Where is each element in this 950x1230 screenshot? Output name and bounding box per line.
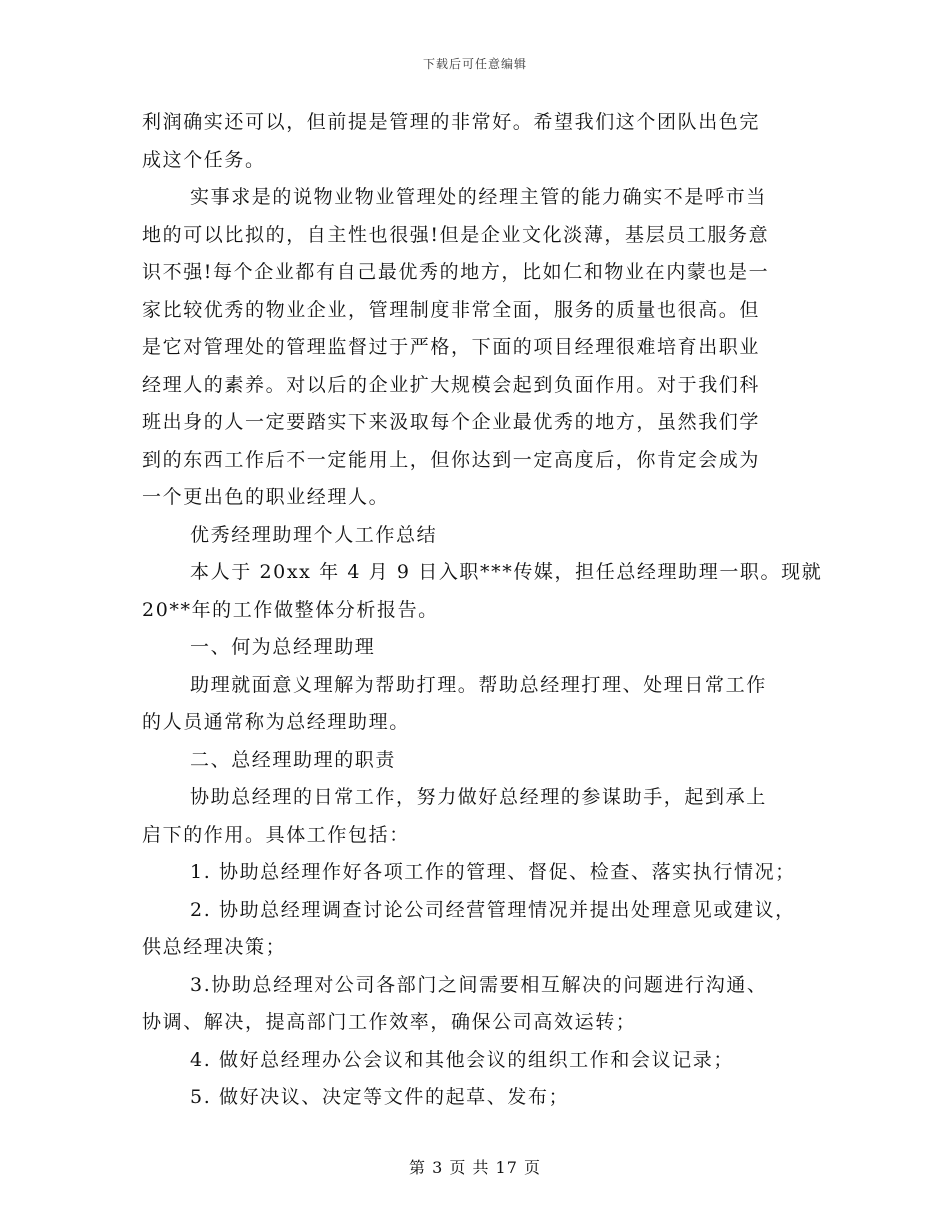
- text-line: 本人于 20xx 年 4 月 9 日入职***传媒，担任总经理助理一职。现就: [190, 561, 823, 583]
- text-line: 的人员通常称为总经理助理。: [142, 711, 410, 733]
- page-header-note: 下载后可任意编辑: [422, 57, 527, 71]
- section-heading: 一、何为总经理助理: [190, 636, 376, 658]
- text-line: 成这个任务。: [142, 148, 266, 171]
- text-line: 是它对管理处的管理监督过于严格，下面的项目经理很难培育出职业: [142, 336, 761, 358]
- list-item: 5. 做好决议、决定等文件的起草、发布；: [190, 1086, 570, 1108]
- text-line: 启下的作用。具体工作包括：: [142, 823, 410, 846]
- document-body: [142, 104, 822, 1117]
- text-line: 协助总经理的日常工作，努力做好总经理的参谋助手，起到承上: [190, 786, 767, 808]
- text-line: 供总经理决策；: [142, 936, 287, 958]
- text-line: 实事求是的说物业物业管理处的经理主管的能力确实不是呼市当: [190, 186, 767, 208]
- list-item: 1. 协助总经理作好各项工作的管理、督促、检查、落实执行情况；: [190, 861, 796, 883]
- text-line: 家比较优秀的物业企业，管理制度非常全面，服务的质量也很高。但: [142, 298, 761, 321]
- text-line: 识不强!每个企业都有自己最优秀的地方，比如仁和物业在内蒙也是一: [142, 261, 770, 283]
- list-item: 4. 做好总经理办公会议和其他会议的组织工作和会议记录；: [190, 1048, 734, 1071]
- list-item: 2. 协助总经理调查讨论公司经营管理情况并提出处理意见或建议，: [190, 898, 796, 921]
- text-line: 班出身的人一定要踏实下来汲取每个企业最优秀的地方，虽然我们学: [142, 411, 761, 433]
- page-number: 第 3 页 共 17 页: [409, 1158, 541, 1177]
- text-line: 20**年的工作做整体分析报告。: [142, 598, 439, 621]
- text-line: 助理就面意义理解为帮助打理。帮助总经理打理、处理日常工作: [190, 673, 767, 696]
- text-line: 经理人的素养。对以后的企业扩大规模会起到负面作用。对于我们科: [142, 373, 761, 396]
- text-line: 地的可以比拟的，自主性也很强!但是企业文化淡薄，基层员工服务意: [142, 223, 770, 246]
- list-item: 3.协助总经理对公司各部门之间需要相互解决的问题进行沟通、: [190, 973, 768, 996]
- text-line: 协调、解决，提高部门工作效率，确保公司高效运转；: [142, 1011, 637, 1033]
- text-line: 利润确实还可以，但前提是管理的非常好。希望我们这个团队出色完: [142, 111, 761, 133]
- section-title: 优秀经理助理个人工作总结: [190, 523, 438, 546]
- section-heading: 二、总经理助理的职责: [190, 748, 397, 771]
- text-line: 到的东西工作后不一定能用上，但你达到一定高度后，你肯定会成为: [142, 448, 761, 471]
- text-line: 一个更出色的职业经理人。: [142, 486, 390, 508]
